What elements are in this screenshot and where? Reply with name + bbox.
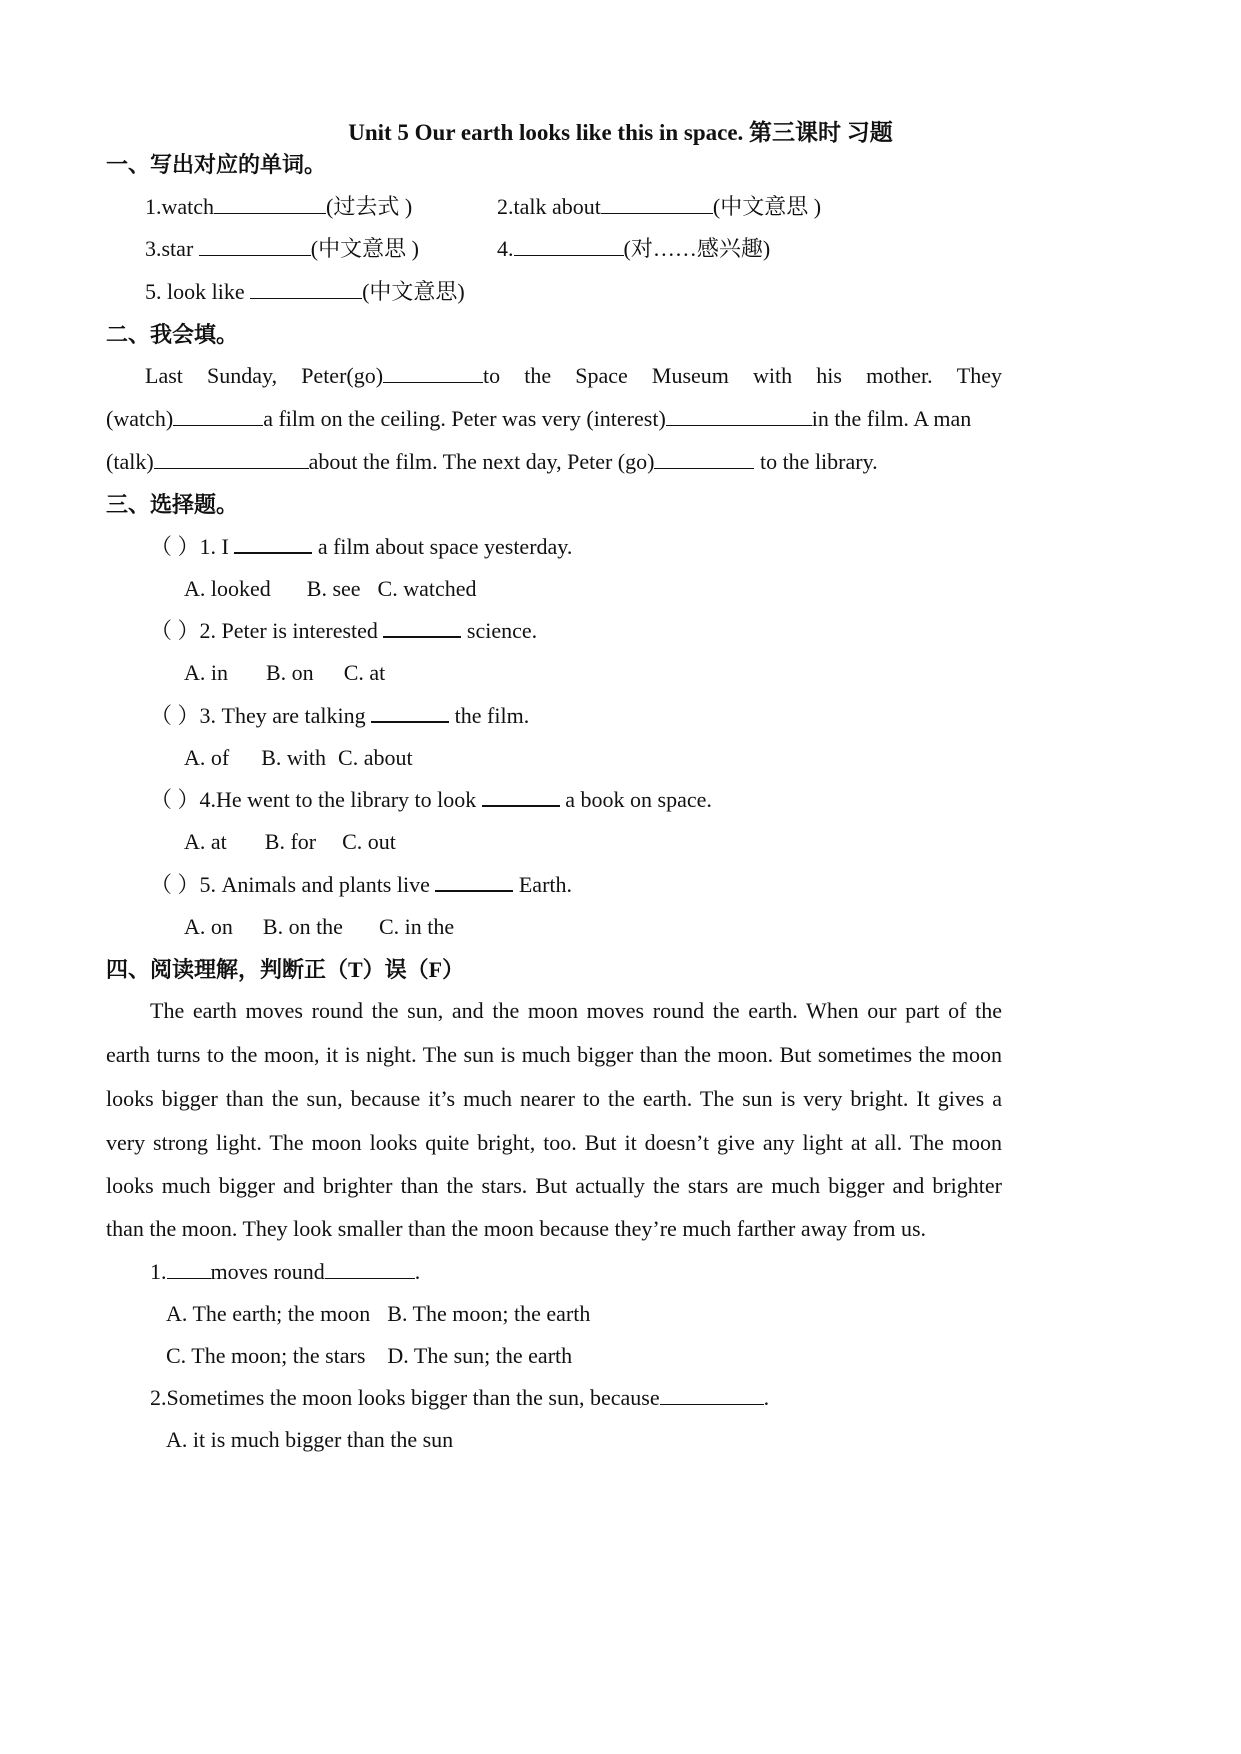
s2-line-2 bbox=[106, 404, 1002, 434]
question-stem: （ ）4.He went to the library to look bbox=[150, 787, 482, 812]
option-a[interactable]: A. of bbox=[184, 745, 230, 770]
passage-line: earth turns to the moon, it is night. The sun is much bigger than the moon. But sometimes the moon bbox=[106, 1042, 1002, 1067]
option-c[interactable]: C. at bbox=[343, 660, 386, 685]
s2-word: with bbox=[753, 363, 793, 388]
question-stem: science. bbox=[461, 618, 538, 643]
question-stem: （ ）3. They are talking bbox=[150, 703, 372, 728]
s2-word: to bbox=[483, 363, 501, 388]
section-1-heading: 一、写出对应的单词。 bbox=[106, 152, 327, 177]
option-c[interactable]: C. watched bbox=[377, 576, 477, 601]
question-stem: （ ）1. I bbox=[150, 534, 235, 559]
s2-word: They bbox=[956, 363, 1002, 388]
passage-line: very strong light. The moon looks quite bright, too. But it doesn’t give any light at all. The moon bbox=[106, 1130, 1002, 1155]
s1-question-1 bbox=[145, 192, 412, 222]
answer-blank[interactable] bbox=[435, 870, 513, 892]
question-stem: 1. bbox=[150, 1259, 167, 1284]
option-b[interactable]: B. on the bbox=[262, 914, 343, 939]
option-b[interactable]: B. for bbox=[264, 829, 317, 854]
s2-word: Peter(go) bbox=[301, 363, 384, 388]
s1-q3-hint: (中文意思 ) bbox=[310, 236, 419, 261]
s4-q2-option-a[interactable]: A. it is much bigger than the sun bbox=[166, 1427, 454, 1452]
passage-line: than the moon. They look smaller than the moon because they’re much farther away from us. bbox=[106, 1216, 927, 1241]
answer-blank[interactable] bbox=[167, 1258, 211, 1279]
passage-line: The earth moves round the sun, and the moon moves round the earth. When our part of the bbox=[150, 998, 1002, 1023]
s1-q4-label: 4. bbox=[497, 236, 514, 261]
s2-word: his bbox=[816, 363, 842, 388]
answer-blank[interactable] bbox=[250, 278, 362, 299]
option-a[interactable]: A. on bbox=[184, 914, 233, 939]
question-stem: 2.Sometimes the moon looks bigger than the sun, because bbox=[150, 1385, 660, 1410]
s4-q1-options-row-2 bbox=[166, 1341, 572, 1371]
answer-blank[interactable] bbox=[654, 448, 754, 469]
s2-text: in the film. A man bbox=[811, 406, 972, 431]
answer-blank[interactable] bbox=[199, 235, 311, 256]
s3-q2-options bbox=[184, 658, 385, 688]
passage-line: looks bigger than the sun, because it’s much nearer to the earth. The sun is very bright. It gives a bbox=[106, 1086, 1002, 1111]
answer-blank[interactable] bbox=[371, 701, 449, 723]
section-2-heading: 二、我会填。 bbox=[106, 322, 239, 347]
question-stem: a book on space. bbox=[559, 787, 712, 812]
s3-question-3 bbox=[150, 701, 529, 731]
answer-blank[interactable] bbox=[601, 193, 713, 214]
s3-question-5 bbox=[150, 870, 572, 900]
option-a[interactable]: A. looked bbox=[184, 576, 271, 601]
question-stem: . bbox=[763, 1385, 770, 1410]
option-c[interactable]: C. about bbox=[338, 745, 413, 770]
answer-blank[interactable] bbox=[325, 1258, 415, 1279]
section-3-heading: 三、选择题。 bbox=[106, 492, 239, 517]
s3-question-2 bbox=[150, 616, 537, 646]
question-stem: Earth. bbox=[513, 872, 573, 897]
s1-q2-label: 2.talk about bbox=[497, 194, 601, 219]
s2-text: (talk) bbox=[106, 449, 154, 474]
option-b[interactable]: B. see bbox=[306, 576, 361, 601]
answer-blank[interactable] bbox=[214, 193, 326, 214]
answer-blank[interactable] bbox=[383, 362, 483, 383]
option-a[interactable]: A. The earth; the moon bbox=[166, 1301, 371, 1326]
option-b[interactable]: B. The moon; the earth bbox=[387, 1301, 591, 1326]
s3-question-4 bbox=[150, 785, 712, 815]
s2-word: mother. bbox=[866, 363, 933, 388]
option-c[interactable]: C. in the bbox=[378, 914, 455, 939]
page-title: Unit 5 Our earth looks like this in space. 第三课时 习题 bbox=[348, 120, 893, 145]
s2-word: Sunday, bbox=[207, 363, 278, 388]
s2-word: Museum bbox=[651, 363, 729, 388]
question-stem: the film. bbox=[449, 703, 530, 728]
answer-blank[interactable] bbox=[173, 405, 263, 426]
question-stem: a film about space yesterday. bbox=[312, 534, 573, 559]
s1-question-3 bbox=[145, 234, 419, 264]
s2-word-with-blank bbox=[301, 361, 500, 391]
answer-blank[interactable] bbox=[234, 532, 312, 554]
s2-text: about the film. The next day, Peter (go) bbox=[308, 449, 655, 474]
question-stem: （ ）5. Animals and plants live bbox=[150, 872, 436, 897]
section-4-heading: 四、阅读理解，判断正（T）误（F） bbox=[106, 957, 465, 982]
passage-line: looks much bigger and brighter than the stars. But actually the stars are much bigger and brighter bbox=[106, 1173, 1002, 1198]
s2-word: Space bbox=[575, 363, 628, 388]
option-a[interactable]: A. in bbox=[184, 660, 228, 685]
question-stem: . bbox=[414, 1259, 421, 1284]
answer-blank[interactable] bbox=[514, 235, 624, 256]
s4-q1-options-row-1 bbox=[166, 1299, 590, 1329]
s3-question-1 bbox=[150, 532, 572, 562]
answer-blank[interactable] bbox=[660, 1384, 764, 1405]
question-stem: moves round bbox=[210, 1259, 325, 1284]
option-b[interactable]: B. with bbox=[261, 745, 327, 770]
question-stem: （ ）2. Peter is interested bbox=[150, 618, 384, 643]
s2-text: (watch) bbox=[106, 406, 174, 431]
s1-q4-hint: (对……感兴趣) bbox=[623, 236, 771, 261]
s1-q1-label: 1.watch bbox=[145, 194, 215, 219]
s1-q5-label: 5. look like bbox=[145, 279, 251, 304]
answer-blank[interactable] bbox=[666, 405, 812, 426]
option-c[interactable]: C. out bbox=[342, 829, 396, 854]
s1-q1-hint: (过去式 ) bbox=[326, 194, 413, 219]
s3-q1-options bbox=[184, 574, 477, 604]
option-d[interactable]: D. The sun; the earth bbox=[387, 1343, 573, 1368]
s3-q5-options bbox=[184, 912, 454, 942]
option-c[interactable]: C. The moon; the stars bbox=[166, 1343, 366, 1368]
s2-text: to the library. bbox=[754, 449, 878, 474]
s2-line-3 bbox=[106, 447, 878, 477]
s1-question-4 bbox=[497, 234, 770, 264]
s1-q5-hint: (中文意思) bbox=[362, 279, 465, 304]
s1-q3-label: 3.star bbox=[145, 236, 199, 261]
answer-blank[interactable] bbox=[383, 616, 461, 638]
answer-blank[interactable] bbox=[154, 448, 309, 469]
s2-word: the bbox=[524, 363, 552, 388]
option-b[interactable]: B. on bbox=[266, 660, 314, 685]
s2-line2-segment bbox=[106, 404, 971, 434]
s2-line-1 bbox=[145, 361, 1002, 391]
s3-q3-options bbox=[184, 743, 413, 773]
s1-q2-hint: (中文意思 ) bbox=[712, 194, 822, 219]
option-a[interactable]: A. at bbox=[184, 829, 227, 854]
s1-question-5 bbox=[145, 277, 465, 307]
s3-q4-options bbox=[184, 827, 396, 857]
s4-question-1 bbox=[150, 1257, 420, 1287]
answer-blank[interactable] bbox=[482, 785, 560, 807]
s2-text: a film on the ceiling. Peter was very (interest) bbox=[263, 406, 666, 431]
s2-word: Last bbox=[145, 363, 183, 388]
s1-question-2 bbox=[497, 192, 821, 222]
s4-question-2 bbox=[150, 1383, 769, 1413]
